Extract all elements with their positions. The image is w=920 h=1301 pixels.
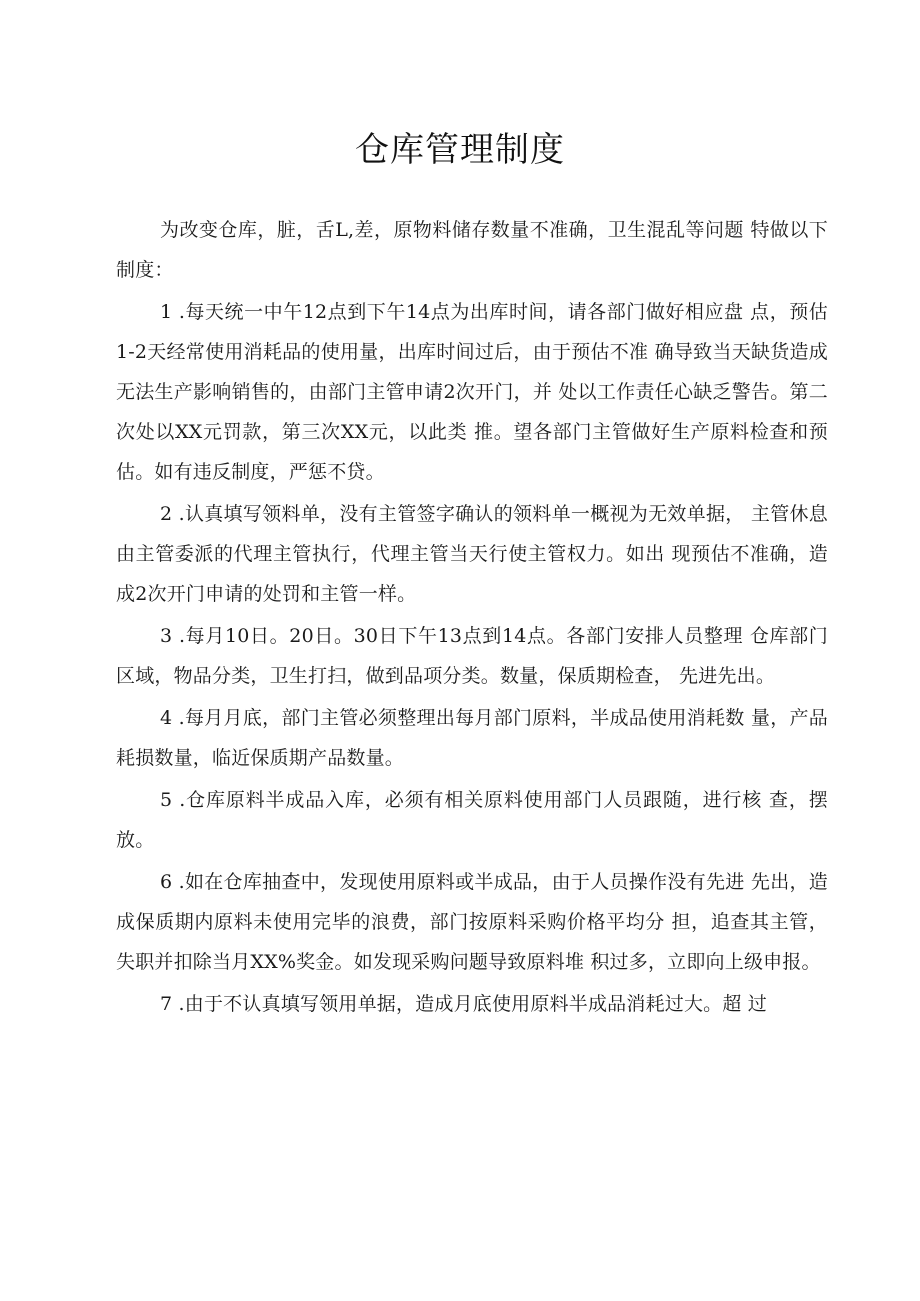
paragraph-rule-1: 1 .每天统一中午12点到下午14点为出库时间，请各部门做好相应盘 点，预估1-2天经常使用消耗品的使用量，出库时间过后，由于预估不准 确导致当天缺货造成无法生产影响销售的，由部门主管申请2次开门，并 处以工作责任心缺乏警告。第二次处以XX元罚款，第三次XX元，以此类 推。望各部门主管做好生产原料检查和预估。如有违反制度，严惩不贷。 bbox=[116, 301, 828, 483]
paragraph-intro: 为改变仓库，脏，舌L,差，原物料储存数量不准确，卫生混乱等问题 特做以下制度： bbox=[116, 219, 828, 281]
paragraph-rule-3: 3 .每月10日。20日。30日下午13点到14点。各部门安排人员整理 仓库部门区域，物品分类，卫生打扫，做到品项分类。数量，保质期检查， 先进先出。 bbox=[116, 625, 828, 687]
paragraph-rule-6: 6 .如在仓库抽查中，发现使用原料或半成品，由于人员操作没有先进 先出，造成保质期内原料未使用完毕的浪费，部门按原料采购价格平均分 担，追查其主管，失职并扣除当月XX%奖金。如发现采购问题导致原料堆 积过多，立即向上级申报。 bbox=[116, 871, 828, 973]
document-body bbox=[116, 210, 828, 1026]
paragraph-rule-5: 5 .仓库原料半成品入库，必须有相关原料使用部门人员跟随，进行核 查，摆放。 bbox=[116, 789, 828, 851]
paragraph-rule-2: 2 .认真填写领料单，没有主管签字确认的领料单一概视为无效单据， 主管休息由主管委派的代理主管执行，代理主管当天行使主管权力。如出 现预估不准确，造成2次开门申请的处罚和主管一样。 bbox=[116, 503, 828, 605]
paragraph-rule-4: 4 .每月月底，部门主管必须整理出每月部门原料，半成品使用消耗数 量，产品耗损数量，临近保质期产品数量。 bbox=[116, 707, 828, 769]
paragraph-rule-7: 7 .由于不认真填写领用单据，造成月底使用原料半成品消耗过大。超 过 bbox=[160, 993, 768, 1015]
document-title: 仓库管理制度 bbox=[355, 130, 565, 170]
